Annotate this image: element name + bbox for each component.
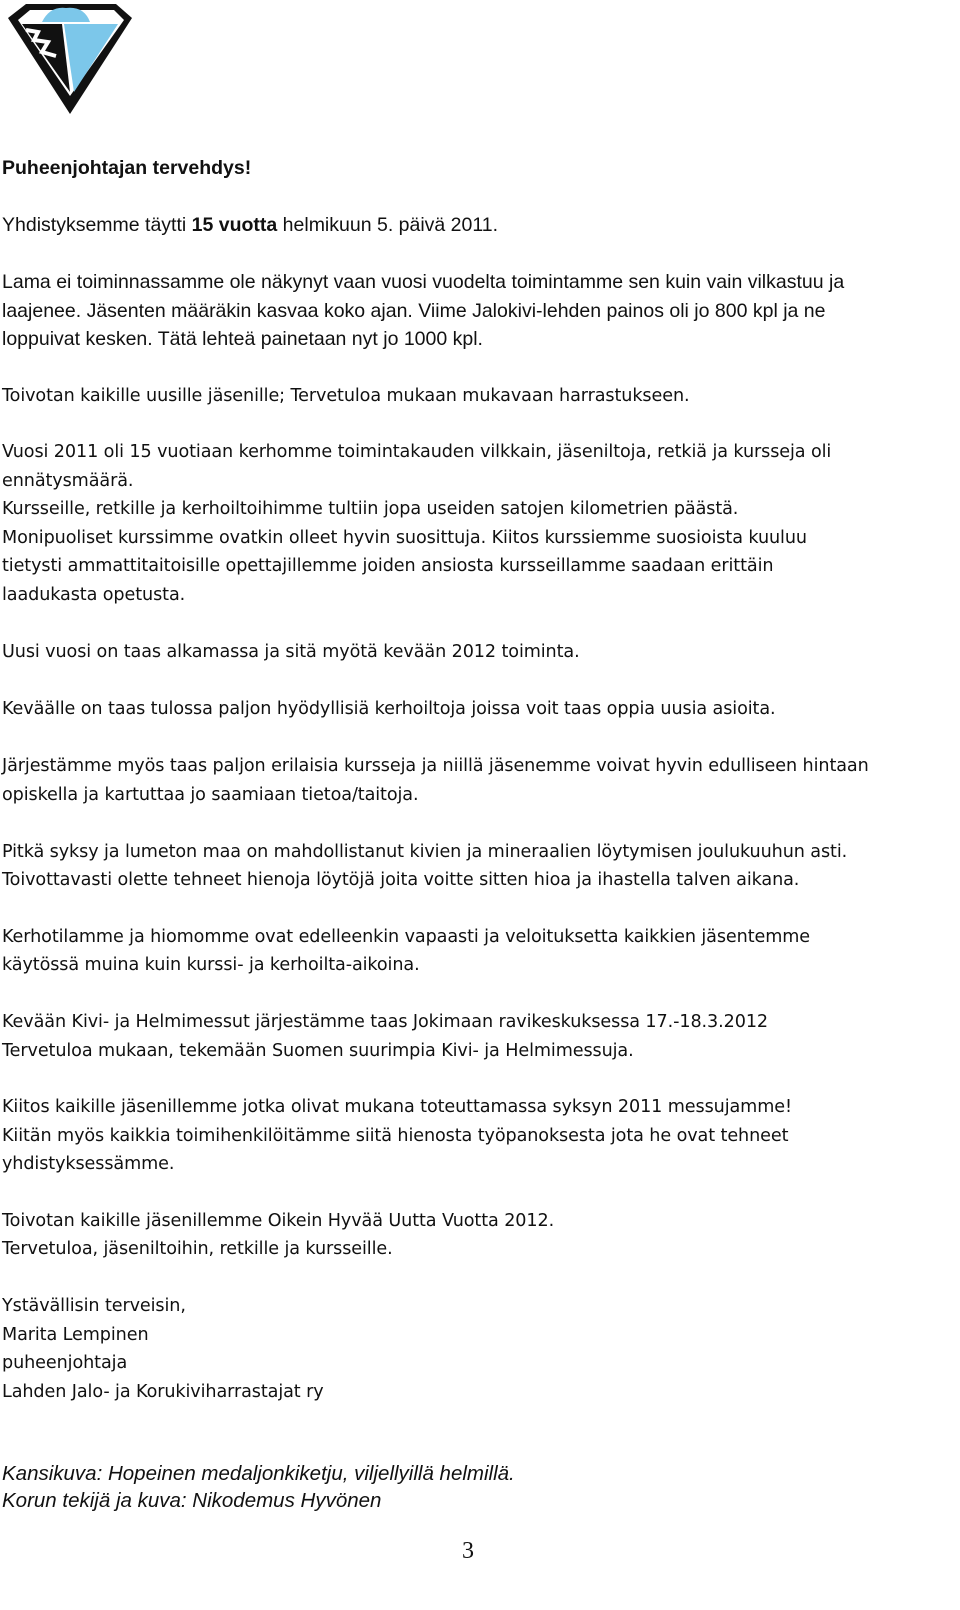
- anniversary-line: [2, 211, 498, 240]
- para2-line: laadukasta opetusta.: [2, 585, 186, 605]
- cover-caption-line: Korun tekijä ja kuva: Nikodemus Hyvönen: [2, 1489, 382, 1512]
- new-year-line: Uusi vuosi on taas alkamassa ja sitä myötä kevään 2012 toiminta.: [2, 642, 580, 662]
- para2-line: Monipuoliset kurssimme ovatkin olleet hyvin suosittuja. Kiitos kurssiemme suosioista kuuluu: [2, 528, 807, 548]
- para1-line: Lama ei toiminnassamme ole näkynyt vaan vuosi vuodelta toimintamme sen kuin vain vilkastuu ja: [2, 271, 845, 293]
- clubrooms-line: Kerhotilamme ja hiomomme ovat edelleenkin vapaasti ja veloituksetta kaikkien jäsentemme: [2, 927, 811, 947]
- welcome-line: Toivotan kaikille uusille jäsenille; Tervetuloa mukaan mukavaan harrastukseen.: [2, 386, 690, 406]
- anniversary-bold: 15 vuotta: [191, 214, 278, 236]
- greeting-title: Puheenjohtajan tervehdys!: [2, 157, 252, 179]
- wishes-line: Tervetuloa, jäseniltoihin, retkille ja kursseille.: [2, 1239, 393, 1259]
- autumn-line: Toivottavasti olette tehneet hienoja löytöjä joita voitte sitten hioa ja ihastella talven aikana.: [2, 870, 800, 890]
- para1-line: laajenee. Jäsenten määräkin kasvaa koko ajan. Viime Jalokivi-lehden painos oli jo 800 kpl ja ne: [2, 300, 826, 322]
- para2-line: ennätysmäärä.: [2, 471, 134, 491]
- para2-line: Kursseille, retkille ja kerhoiltoihimme tultiin jopa useiden satojen kilometrien päästä.: [2, 499, 739, 519]
- wishes-line: Toivotan kaikille jäsenillemme Oikein Hyvää Uutta Vuotta 2012.: [2, 1211, 555, 1231]
- fair-line: Tervetuloa mukaan, tekemään Suomen suurimpia Kivi- ja Helmimessuja.: [2, 1041, 634, 1061]
- para2-line: Vuosi 2011 oli 15 vuotiaan kerhomme toimintakauden vilkkain, jäseniltoja, retkiä ja kursseja oli: [2, 442, 832, 462]
- cover-caption-line: Kansikuva: Hopeinen medaljonkiketju, viljellyillä helmillä.: [2, 1462, 515, 1485]
- club-diamond-logo: [4, 0, 134, 118]
- clubrooms-line: käytössä muina kuin kurssi- ja kerhoilta-aikoina.: [2, 955, 420, 975]
- spring-line: Keväälle on taas tulossa paljon hyödyllisiä kerhoiltoja joissa voit taas oppia uusia asioita.: [2, 699, 776, 719]
- thanks-line: Kiitän myös kaikkia toimihenkilöitämme siitä hienosta työpanoksesta jota he ovat tehneet: [2, 1126, 789, 1146]
- thanks-line: yhdistyksessämme.: [2, 1154, 175, 1174]
- anniversary-pre: Yhdistyksemme täytti: [2, 214, 192, 236]
- courses-line: Järjestämme myös taas paljon erilaisia kursseja ja niillä jäsenemme voivat hyvin edulliseen hintaan: [2, 756, 869, 776]
- autumn-line: Pitkä syksy ja lumeton maa on mahdollistanut kivien ja mineraalien löytymisen joulukuuhun asti.: [2, 842, 848, 862]
- page-number: 3: [462, 1538, 474, 1564]
- signature-line: Ystävällisin terveisin,: [2, 1296, 186, 1316]
- para1-line: loppuivat kesken. Tätä lehteä painetaan nyt jo 1000 kpl.: [2, 328, 483, 350]
- courses-line: opiskella ja kartuttaa jo saamiaan tietoa/taitoja.: [2, 785, 419, 805]
- anniversary-post: helmikuun 5. päivä 2011.: [277, 214, 499, 236]
- thanks-line: Kiitos kaikille jäsenillemme jotka olivat mukana toteuttamassa syksyn 2011 messujamme!: [2, 1097, 792, 1117]
- fair-line: Kevään Kivi- ja Helmimessut järjestämme taas Jokimaan ravikeskuksessa 17.-18.3.2012: [2, 1012, 769, 1032]
- signature-line: Marita Lempinen: [2, 1325, 149, 1345]
- signature-line: puheenjohtaja: [2, 1353, 128, 1373]
- signature-line: Lahden Jalo- ja Korukiviharrastajat ry: [2, 1382, 324, 1402]
- para2-line: tietysti ammattitaitoisille opettajillemme joiden ansiosta kursseillamme saadaan erittäin: [2, 556, 774, 576]
